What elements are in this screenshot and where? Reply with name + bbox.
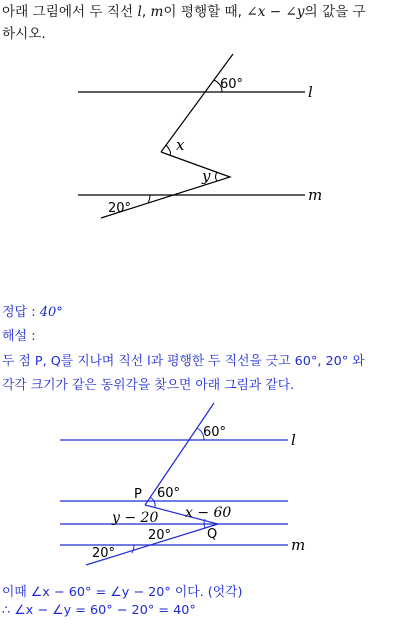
label-60-top: 60°: [203, 425, 227, 440]
figure-1: [0, 45, 400, 235]
conclusion-line-1: 이때 ∠x − 60° = ∠y − 20° 이다. (엇각): [2, 585, 243, 600]
label-x-minus-60: x − 60: [185, 505, 232, 521]
label-y-minus-20: y − 20: [112, 510, 159, 526]
label-y: y: [202, 167, 211, 185]
angle-arc-20-bottom: [132, 545, 134, 553]
label-60: 60°: [220, 77, 244, 92]
line-m-symbol: m: [150, 4, 164, 20]
label-P: P: [134, 487, 142, 502]
question-expression: ∠x − ∠y: [246, 4, 305, 20]
question-text-mid: 이 평행할 때,: [163, 4, 247, 20]
transversal-upper: [161, 54, 233, 152]
conclusion-line-2: ∴ ∠x − ∠y = 60° − 20° = 40°: [2, 603, 196, 618]
label-20: 20°: [108, 201, 132, 216]
answer-value: 40°: [39, 305, 63, 320]
explanation-label: 해설 :: [2, 329, 36, 344]
line-l-symbol: l: [137, 4, 142, 20]
label-m: m: [308, 186, 323, 204]
label-m: m: [291, 536, 306, 554]
answer-label: 정답 :: [2, 305, 40, 320]
question-line-2: 하시오.: [2, 26, 46, 42]
label-60-P: 60°: [157, 486, 181, 501]
label-20-Q: 20°: [148, 528, 172, 543]
label-x: x: [176, 136, 185, 154]
figure-2: [0, 395, 400, 580]
angle-arc-y: [216, 172, 218, 181]
label-Q: Q: [207, 527, 218, 542]
angle-arc-20: [148, 195, 150, 203]
answer-line: [2, 301, 400, 320]
label-l: l: [308, 83, 313, 101]
question-comma: ,: [141, 4, 151, 20]
explanation-line-1: 두 점 P, Q를 지나며 직선 l과 평행한 두 직선을 긋고 60°, 20° 와: [2, 354, 365, 369]
question-text-suffix: 의 값을 구: [304, 4, 366, 20]
label-l: l: [291, 431, 296, 449]
explanation-line-2: 각각 크기가 같은 동위각을 찾으면 아래 그림과 같다.: [2, 378, 295, 393]
question-line-1: [2, 2, 400, 22]
label-20-bottom: 20°: [92, 546, 116, 561]
angle-arc-P: [150, 497, 155, 507]
question-text-prefix: 아래 그림에서 두 직선: [2, 4, 138, 20]
